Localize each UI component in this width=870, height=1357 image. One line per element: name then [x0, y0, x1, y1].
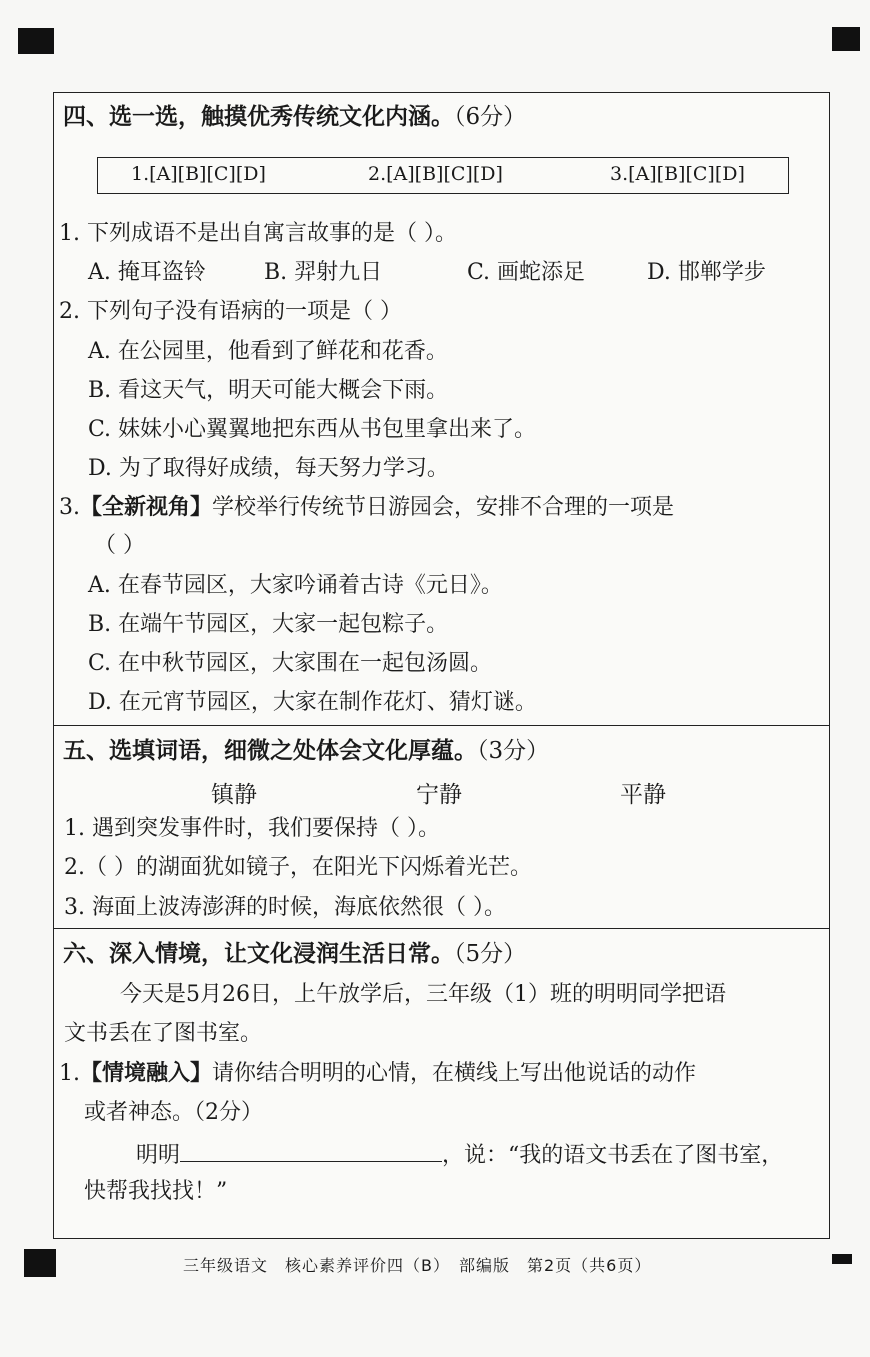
- q1-stem: 1. 下列成语不是出自寓言故事的是（ ）。: [59, 221, 457, 246]
- section-6: [54, 928, 829, 1240]
- section-4: [54, 93, 829, 725]
- answer-card-2[interactable]: 2.[A][B][C][D]: [368, 163, 503, 185]
- answer-card-1[interactable]: 1.[A][B][C][D]: [131, 163, 266, 185]
- word-option-3: 平静: [620, 782, 666, 808]
- q3-option-c: C. 在中秋节园区，大家围在一起包汤圆。: [88, 651, 493, 676]
- s6-q1-text: 请你结合明明的心情，在横线上写出他说话的动作: [212, 1061, 697, 1086]
- answer-blank[interactable]: [180, 1139, 442, 1162]
- section-6-title: 六、深入情境，让文化浸润生活日常。: [63, 941, 454, 967]
- q3-tag: 【全新视角】: [80, 495, 213, 520]
- section-4-points: （6分）: [454, 104, 527, 130]
- fill-item-3: 3. 海面上波涛澎湃的时候，海底依然很（ ）。: [64, 895, 506, 920]
- s6-q1-number: 1.: [59, 1061, 80, 1086]
- section-5-points: （3分）: [477, 738, 550, 764]
- fill-item-2: 2.（ ）的湖面犹如镜子，在阳光下闪烁着光芒。: [64, 855, 532, 880]
- q3-text: 学校举行传统节日游园会，安排不合理的一项是: [212, 495, 675, 520]
- q2-option-b: B. 看这天气，明天可能大概会下雨。: [88, 378, 449, 403]
- q1-option-a: A. 掩耳盗铃: [88, 260, 206, 285]
- section-4-heading: [63, 103, 526, 131]
- q2-option-d: D. 为了取得好成绩，每天努力学习。: [88, 456, 449, 481]
- q3-option-a: A. 在春节园区，大家吟诵着古诗《元日》。: [88, 573, 503, 598]
- s6-name: 明明: [136, 1143, 181, 1168]
- q2-option-c: C. 妹妹小心翼翼地把东西从书包里拿出来了。: [88, 417, 537, 442]
- section-6-points: （5分）: [454, 941, 527, 967]
- q3-paren: （ ）: [94, 533, 145, 558]
- s6-q1-stem-2: 或者神态。（2分）: [84, 1100, 263, 1125]
- registration-mark-top-right: [832, 27, 860, 51]
- q3-option-b: B. 在端午节园区，大家一起包粽子。: [88, 612, 449, 637]
- q1-option-d: D. 邯郸学步: [647, 260, 766, 285]
- exam-paper: [53, 92, 830, 1239]
- registration-mark-top-left: [18, 28, 54, 54]
- s6-q1-tag: 【情境融入】: [80, 1061, 213, 1086]
- fill-item-1: 1. 遇到突发事件时，我们要保持（ ）。: [64, 816, 440, 841]
- word-option-2: 宁静: [416, 782, 462, 808]
- q3-number: 3.: [59, 495, 80, 520]
- section-5-heading: [63, 737, 549, 765]
- word-option-1: 镇静: [211, 782, 257, 808]
- registration-mark-bottom-left: [24, 1249, 56, 1277]
- passage-line-1: 今天是5月26日，上午放学后，三年级（1）班的明明同学把语: [120, 982, 726, 1007]
- s6-q1-answer-line: [136, 1139, 783, 1170]
- page-footer: 三年级语文 核心素养评价四（B） 部编版 第2页（共6页）: [183, 1256, 652, 1275]
- passage-line-2: 文书丢在了图书室。: [64, 1021, 263, 1046]
- q3-option-d: D. 在元宵节园区，大家在制作花灯、猜灯谜。: [88, 690, 537, 715]
- q2-stem: 2. 下列句子没有语病的一项是（ ）: [59, 299, 402, 324]
- section-6-heading: [63, 940, 526, 968]
- registration-mark-bottom-right: [832, 1254, 852, 1264]
- q1-option-b: B. 羿射九日: [264, 260, 383, 285]
- s6-speech-1: ，说：“我的语文书丢在了图书室，: [442, 1143, 784, 1168]
- section-5-title: 五、选填词语，细微之处体会文化厚蕴。: [63, 738, 477, 764]
- answer-card-3[interactable]: 3.[A][B][C][D]: [610, 163, 745, 185]
- section-5: [54, 725, 829, 928]
- q1-option-c: C. 画蛇添足: [467, 260, 586, 285]
- answer-card-box: [97, 157, 789, 194]
- q2-option-a: A. 在公园里，他看到了鲜花和花香。: [88, 339, 448, 364]
- s6-q1-stem: [59, 1060, 696, 1088]
- q3-stem: [59, 494, 674, 522]
- section-4-title: 四、选一选，触摸优秀传统文化内涵。: [63, 104, 454, 130]
- s6-speech-2: 快帮我找找！”: [84, 1179, 228, 1204]
